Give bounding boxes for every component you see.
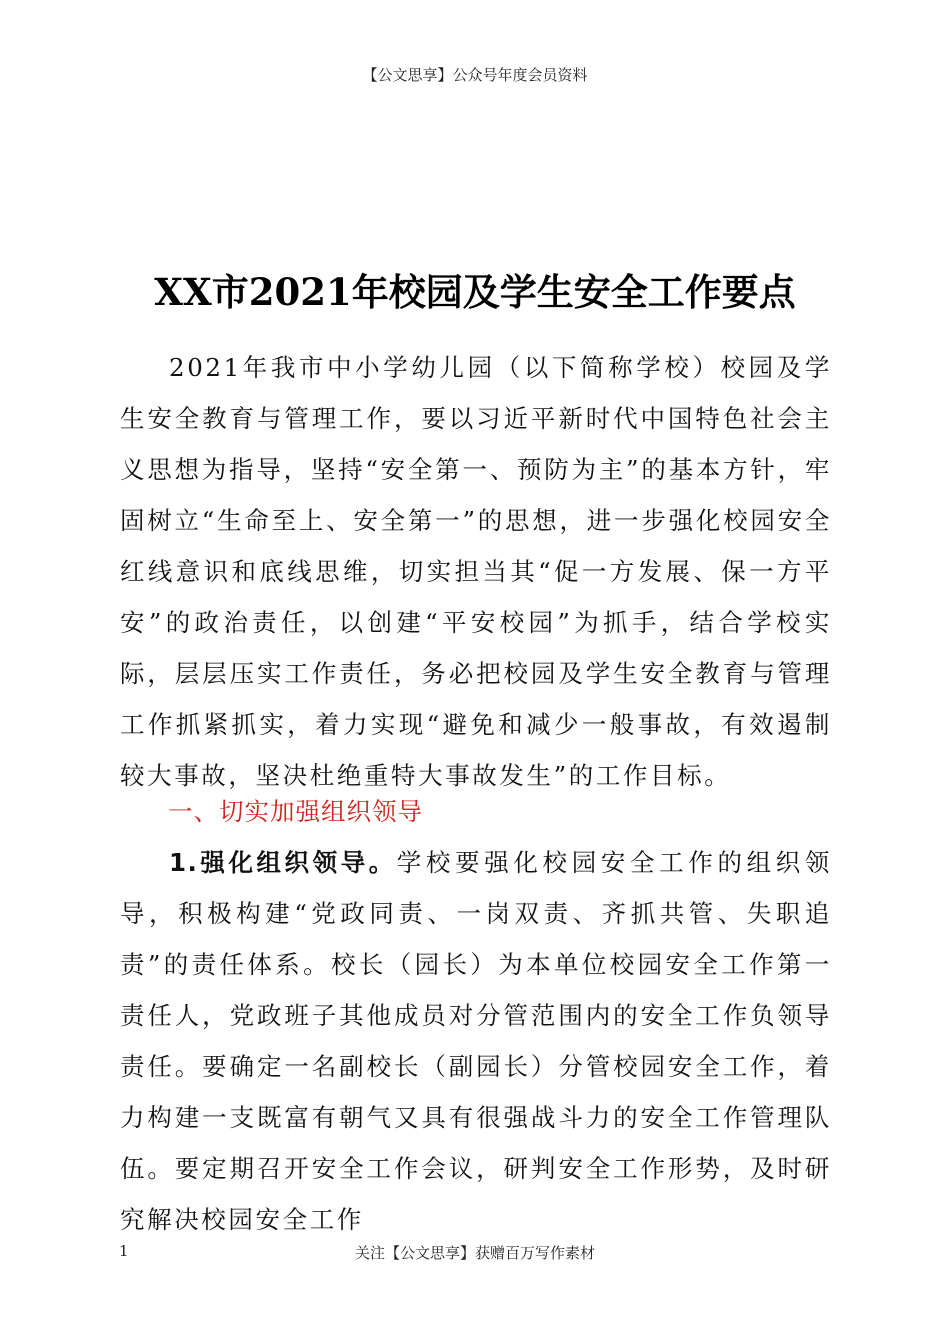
item-1-paragraph [120, 837, 832, 1245]
section-heading: 一、切实加强组织领导 [168, 797, 423, 826]
page-header: 【公文思享】公众号年度会员资料 [362, 66, 588, 84]
document-title: XX市2021年校园及学生安全工作要点 [154, 270, 796, 314]
item-1-text: 学校要强化校园安全工作的组织领导，积极构建“党政同责、一岗双责、齐抓共管、失职追责”的责任体系。校长（园长）为本单位校园安全工作第一责任人，党政班子其他成员对分管范围内的安全工作负领导责任。要确定一名副校长（副园长）分管校园安全工作，着力构建一支既富有朝气又具有很强战斗力的安全工作管理队伍。要定期召开安全工作会议，研判安全工作形势，及时研究解决校园安全工作 [120, 848, 833, 1234]
item-1-lead: 1.强化组织领导。 [169, 848, 397, 877]
page-number: 1 [119, 1242, 129, 1260]
intro-paragraph: 2021年我市中小学幼儿园（以下简称学校）校园及学生安全教育与管理工作，要以习近平新时代中国特色社会主义思想为指导，坚持“安全第一、预防为主”的基本方针，牢固树立“生命至上、安全第一”的思想，进一步强化校园安全红线意识和底线思维，切实担当其“促一方发展、保一方平安”的政治责任，以创建“平安校园”为抓手，结合学校实际，层层压实工作责任，务必把校园及学生安全教育与管理工作抓紧抓实，着力实现“避免和减少一般事故，有效遏制较大事故，坚决杜绝重特大事故发生”的工作目标。 [120, 353, 832, 790]
footer-text: 关注【公文思享】获赠百万写作素材 [354, 1244, 595, 1262]
